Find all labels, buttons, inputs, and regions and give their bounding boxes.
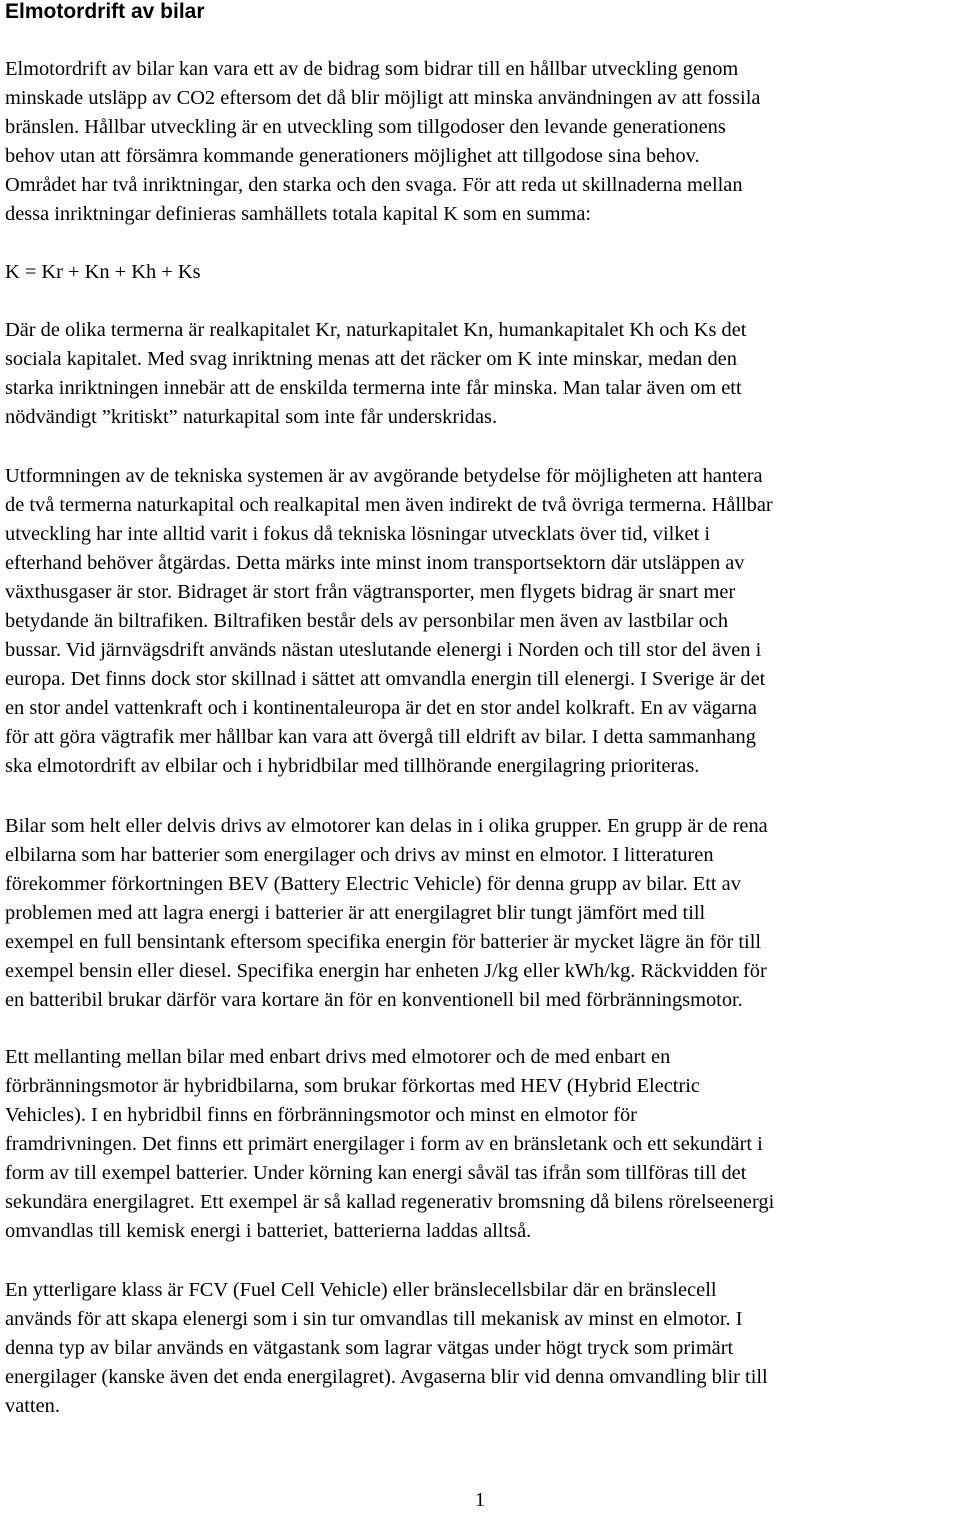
paragraph-technical-systems [5, 462, 960, 781]
text-line: problemen med att lagra energi i batterier är att energilagret blir tungt jämfört med till [5, 902, 706, 924]
text-line: Området har två inriktningar, den starka och den svaga. För att reda ut skillnaderna mellan [5, 174, 743, 196]
text-line: växthusgaser är stor. Bidraget är stort från vägtransporter, men flygets bidrag är snart mer [5, 581, 736, 603]
text-line: form av till exempel batterier. Under körning kan energi såväl tas ifrån som tillföras till det [5, 1162, 747, 1184]
text-line: exempel en full bensintank eftersom specifika energin för batterier är mycket lägre än för till [5, 931, 762, 953]
page-title: Elmotordrift av bilar [5, 0, 205, 23]
text-line: En ytterligare klass är FCV (Fuel Cell Vehicle) eller bränslecellsbilar där en bränslecell [5, 1279, 717, 1301]
paragraph-hev [5, 1043, 960, 1246]
text-line: starka inriktningen innebär att de enskilda termerna inte får minska. Man talar även om ett [5, 377, 742, 399]
page-number: 1 [474, 1489, 486, 1511]
text-line: sekundära energilagret. Ett exempel är så kallad regenerativ bromsning då bilens rörelseenergi [5, 1191, 775, 1213]
text-line: efterhand behöver åtgärdas. Detta märks inte minst inom transportsektorn där utsläppen av [5, 552, 745, 574]
text-line: behov utan att försämra kommande generationers möjlighet att tillgodose sina behov. [5, 145, 700, 167]
text-line: betydande än biltrafiken. Biltrafiken består dels av personbilar men även av lastbilar och [5, 610, 729, 632]
text-line: Utformningen av de tekniska systemen är av avgörande betydelse för möjligheten att hantera [5, 465, 763, 487]
text-line: förbränningsmotor är hybridbilarna, som brukar förkortas med HEV (Hybrid Electric [5, 1075, 700, 1097]
text-line: energilager (kanske även det enda energilagret). Avgaserna blir vid denna omvandling blir till [5, 1366, 768, 1388]
text-line: Ett mellanting mellan bilar med enbart drivs med elmotorer och de med enbart en [5, 1046, 671, 1068]
formula-line: K = Kr + Kn + Kh + Ks [5, 261, 201, 283]
text-line: en stor andel vattenkraft och i kontinentaleuropa är det en stor andel kolkraft. En av vägarna [5, 697, 757, 719]
text-line: omvandlas till kemisk energi i batteriet, batterierna laddas alltså. [5, 1220, 532, 1242]
text-line: används för att skapa elenergi som i sin tur omvandlas till mekanisk av minst en elmotor. I [5, 1308, 743, 1330]
text-line: vatten. [5, 1395, 60, 1417]
text-line: bussar. Vid järnvägsdrift används nästan uteslutande elenergi i Norden och till stor del även i [5, 639, 762, 661]
text-line: Bilar som helt eller delvis drivs av elmotorer kan delas in i olika grupper. En grupp är de rena [5, 815, 768, 837]
text-line: Elmotordrift av bilar kan vara ett av de bidrag som bidrar till en hållbar utveckling genom [5, 58, 739, 80]
text-line: ska elmotordrift av elbilar och i hybridbilar med tillhörande energilagring prioriteras. [5, 755, 700, 777]
paragraph-bev [5, 812, 960, 1015]
paragraph-intro [5, 55, 960, 229]
text-line: utveckling har inte alltid varit i fokus då tekniska lösningar utvecklats över tid, vilket i [5, 523, 711, 545]
text-line: nödvändigt ”kritiskt” naturkapital som inte får underskridas. [5, 406, 498, 428]
text-line: förekommer förkortningen BEV (Battery Electric Vehicle) för denna grupp av bilar. Ett av [5, 873, 741, 895]
text-line: de två termerna naturkapital och realkapital men även indirekt de två övriga termerna. Hållbar [5, 494, 773, 516]
paragraph-fcv [5, 1276, 960, 1421]
text-line: europa. Det finns dock stor skillnad i sättet att omvandla energin till elenergi. I Sverige är det [5, 668, 766, 690]
text-line: dessa inriktningar definieras samhällets totala kapital K som en summa: [5, 203, 592, 225]
text-line: en batteribil brukar därför vara kortare än för en konventionell bil med förbränningsmotor. [5, 989, 743, 1011]
text-line: denna typ av bilar används en vätgastank som lagrar vätgas under högt tryck som primärt [5, 1337, 734, 1359]
text-line: minskade utsläpp av CO2 eftersom det då blir möjligt att minska användningen av att fossila [5, 87, 761, 109]
text-line: Där de olika termerna är realkapitalet Kr, naturkapitalet Kn, humankapitalet Kh och Ks det [5, 319, 747, 341]
paragraph-formula [5, 258, 960, 287]
text-line: för att göra vägtrafik mer hållbar kan vara att övergå till eldrift av bilar. I detta sammanhang [5, 726, 756, 748]
text-line: framdrivningen. Det finns ett primärt energilager i form av en bränsletank och ett sekundärt i [5, 1133, 763, 1155]
text-line: bränslen. Hållbar utveckling är en utveckling som tillgodoser den levande generationens [5, 116, 726, 138]
text-line: Vehicles). I en hybridbil finns en förbränningsmotor och minst en elmotor för [5, 1104, 637, 1126]
paragraph-capital-terms [5, 316, 960, 432]
text-line: elbilarna som har batterier som energilager och drivs av minst en elmotor. I litteraturen [5, 844, 714, 866]
text-line: sociala kapitalet. Med svag inriktning menas att det räcker om K inte minskar, medan den [5, 348, 737, 370]
text-line: exempel bensin eller diesel. Specifika energin har enheten J/kg eller kWh/kg. Räckvidden för [5, 960, 767, 982]
